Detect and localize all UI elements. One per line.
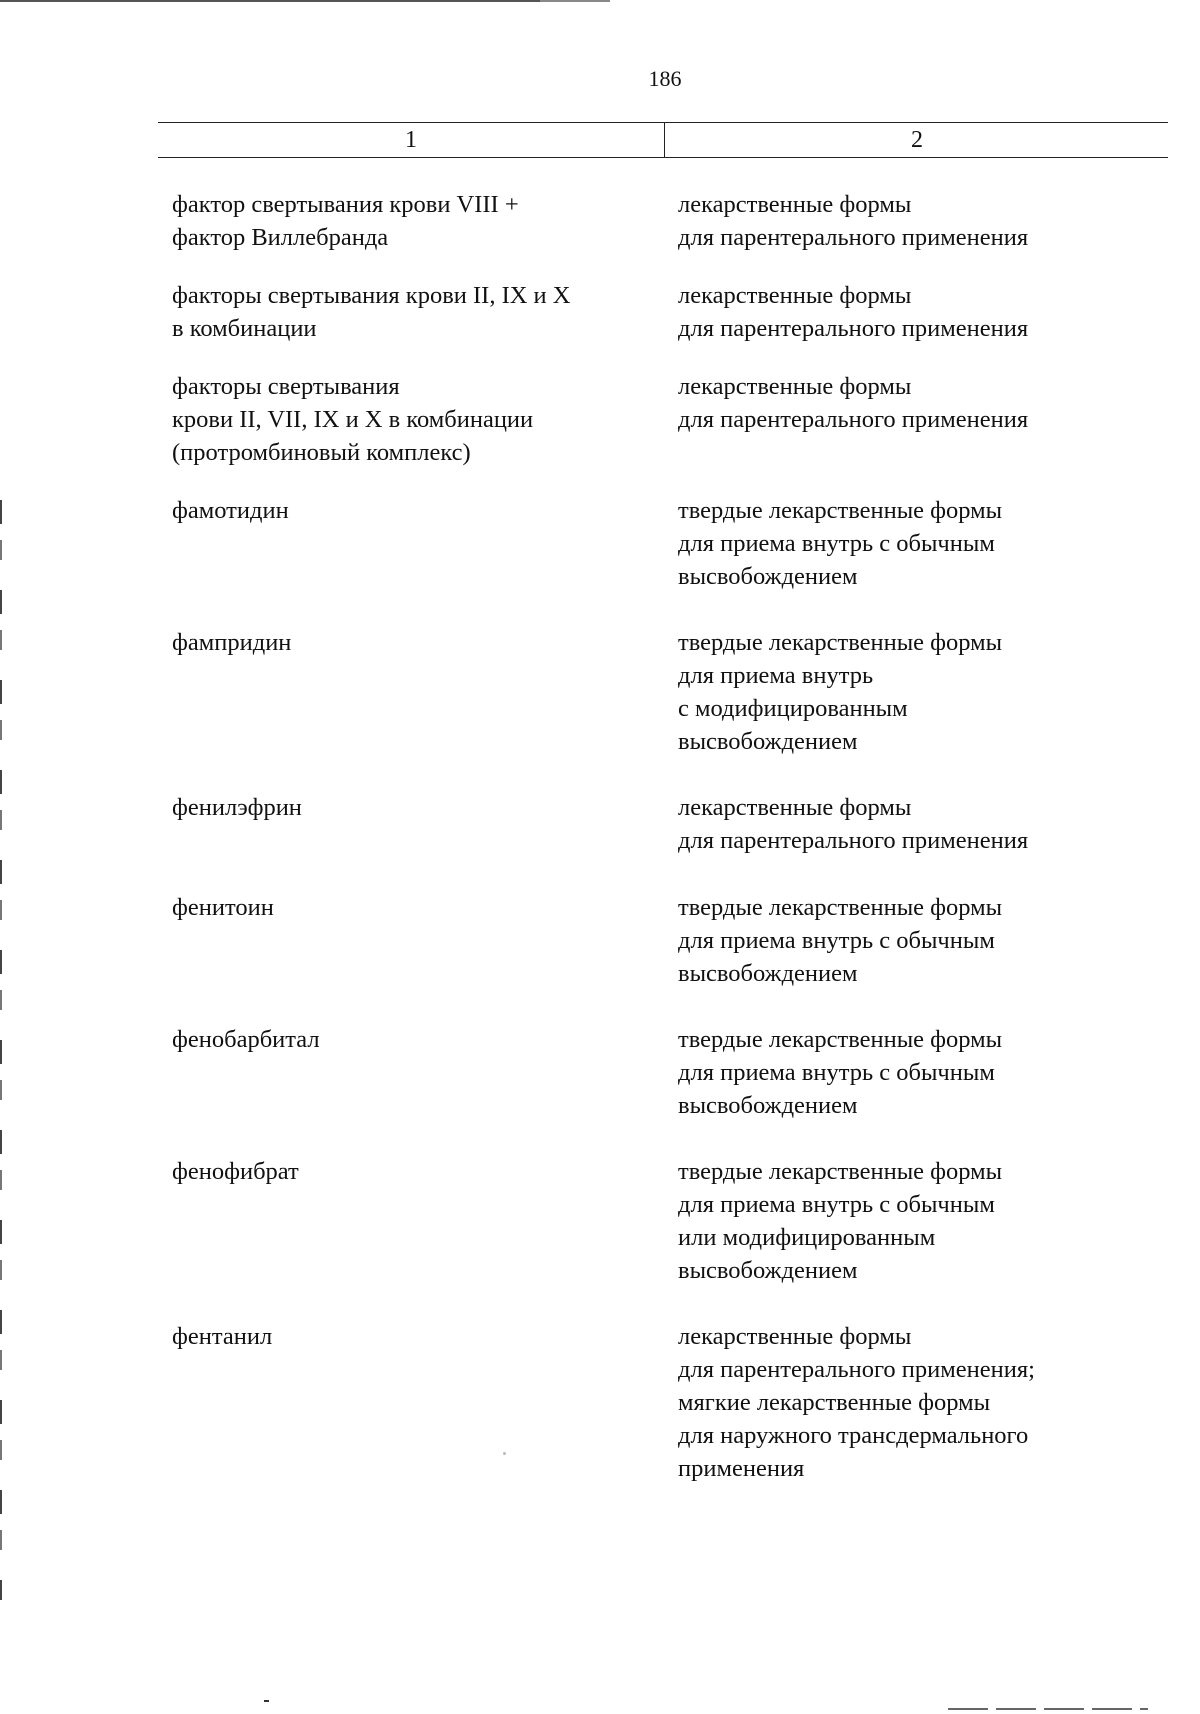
scan-edge-left [0,500,2,1600]
column-divider [664,123,665,157]
scan-edge-top [0,0,560,2]
dosage-form: лекарственные формы для парентерального применения; мягкие лекарственные формы для наружного трансдермального применения [678,1323,1035,1482]
column-header-2: 2 [911,127,923,153]
drug-name: фенилэфрин [172,794,302,821]
table-row [172,370,1172,494]
page-number: 186 [648,66,682,91]
table-row [172,891,1172,1023]
dosage-form: лекарственные формы для парентерального применения [678,794,1029,854]
table-row [172,1023,1172,1155]
dosage-form: твердые лекарственные формы для приема внутрь с обычным высвобождением [678,894,1003,987]
dosage-form: твердые лекарственные формы для приема внутрь с обычным высвобождением [678,497,1003,590]
scan-edge-top-fragment [540,0,610,2]
dosage-form: твердые лекарственные формы для приема внутрь с обычным или модифицированным высвобождением [678,1158,1003,1284]
column-header-1: 1 [405,127,417,153]
table-row [172,626,1172,791]
drug-name: факторы свертывания крови II, VII, IX и X в комбинации (протромбиновый комплекс) [172,373,534,466]
drug-name: фенофибрат [172,1158,299,1185]
table-header [158,122,1168,158]
dosage-form: лекарственные формы для парентерального применения [678,373,1029,433]
table-row [172,791,1172,891]
drug-name: фенобарбитал [172,1026,320,1053]
table-body [172,188,1172,1490]
dosage-form: твердые лекарственные формы для приема внутрь с обычным высвобождением [678,1026,1003,1119]
drug-name: факторы свертывания крови II, IX и X в комбинации [172,282,571,342]
table-row [172,279,1172,370]
drug-name: фактор свертывания крови VIII + фактор Виллебранда [172,191,519,251]
drug-name: фенитоин [172,894,274,921]
dosage-form: твердые лекарственные формы для приема внутрь с модифицированным высвобождением [678,629,1003,755]
dosage-form: лекарственные формы для парентерального применения [678,282,1029,342]
drug-name: фампридин [172,629,292,656]
drug-name: фентанил [172,1323,273,1350]
table-row [172,1320,1172,1490]
table-row [172,188,1172,279]
scan-mark-bottom [264,1700,269,1702]
scan-edge-bottom [948,1708,1148,1710]
table-row [172,1155,1172,1320]
table-row [172,494,1172,626]
dosage-form: лекарственные формы для парентерального применения [678,191,1029,251]
drug-name: фамотидин [172,497,289,524]
